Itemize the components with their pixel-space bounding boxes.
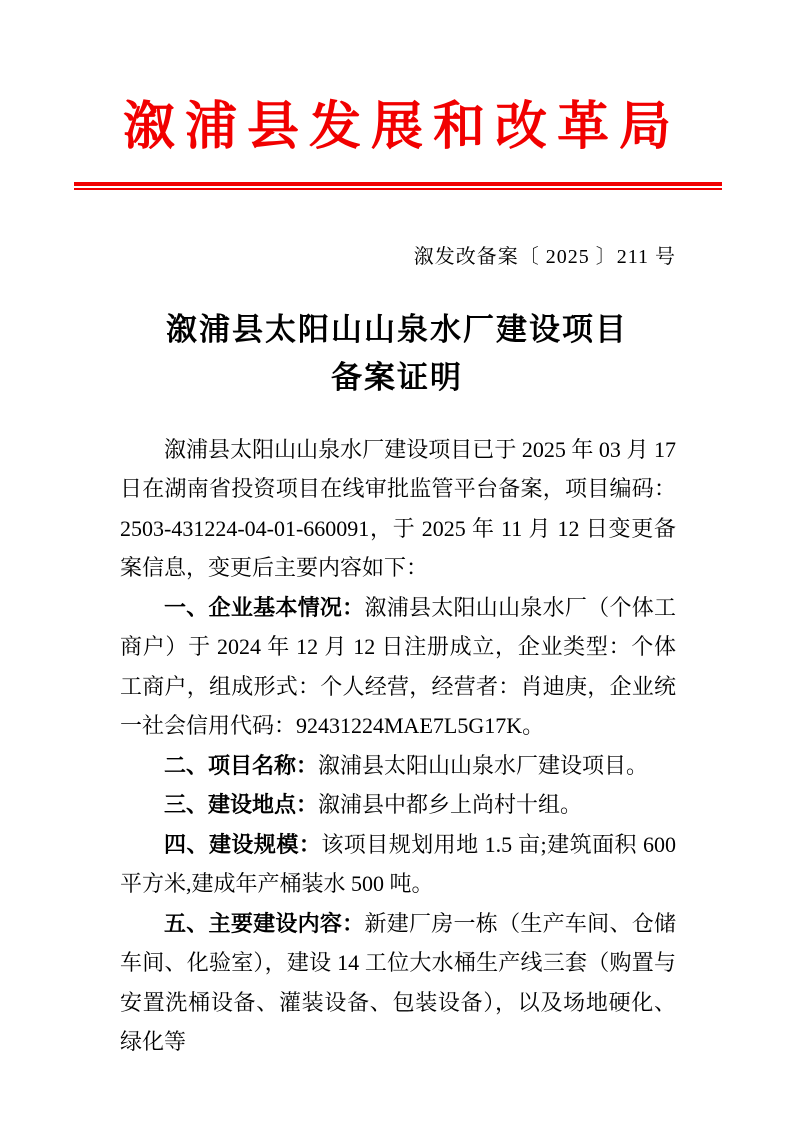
paragraph-2-lead: 一、企业基本情况： xyxy=(164,594,365,620)
paragraph-4-text: 溆浦县中都乡上尚村十组。 xyxy=(318,792,583,818)
paragraph-4 xyxy=(120,785,676,825)
document-title xyxy=(0,306,794,402)
paragraph-6 xyxy=(120,904,676,1062)
letterhead-title: 溆浦县发展和改革局 xyxy=(122,99,681,156)
paragraph-6-text: 新建厂房一栋（生产车间、仓储车间、化验室），建设 14 工位大水桶生产线三套（购置与安置洗桶设备、灌装设备、包装设备），以及场地硬化、绿化等 xyxy=(120,910,676,1055)
paragraph-2-text: 溆浦县太阳山山泉水厂（个体工商户）于 2024 年 12 月 12 日注册成立，企业类型：个体工商户，组成形式：个人经营，经营者：肖迪庚，企业统一社会信用代码：92431224MAE7L5G17K。 xyxy=(120,594,676,739)
document-body xyxy=(120,430,676,1062)
paragraph-3-lead: 二、项目名称： xyxy=(164,752,319,778)
paragraph-6-lead: 五、主要建设内容： xyxy=(164,910,365,936)
paragraph-4-lead: 三、建设地点： xyxy=(164,792,319,818)
paragraph-3 xyxy=(120,746,676,786)
paragraph-5-lead: 四、建设规模： xyxy=(164,831,322,857)
divider-thin-line xyxy=(74,188,722,190)
paragraph-5-text: 该项目规划用地 1.5 亩;建筑面积 600 平方米,建成年产桶装水 500 吨。 xyxy=(120,831,676,897)
paragraph-1 xyxy=(120,430,676,588)
paragraph-1-text: 溆浦县太阳山山泉水厂建设项目已于 2025 年 03 月 17 日在湖南省投资项目在线审批监管平台备案，项目编码：2503-431224-04-01-660091，于 2025 年 11 月 12 日变更备案信息，变更后主要内容如下： xyxy=(120,436,676,581)
document-title-line2: 备案证明 xyxy=(331,359,463,395)
paragraph-3-text: 溆浦县太阳山山泉水厂建设项目。 xyxy=(318,752,649,778)
divider-thick-line xyxy=(74,182,722,186)
letterhead-divider xyxy=(74,182,722,190)
document-title-line1: 溆浦县太阳山山泉水厂建设项目 xyxy=(166,311,628,347)
paragraph-5 xyxy=(120,825,676,904)
paragraph-2 xyxy=(120,588,676,746)
document-number: 溆发改备案〔 2025 〕211 号 xyxy=(413,245,676,268)
